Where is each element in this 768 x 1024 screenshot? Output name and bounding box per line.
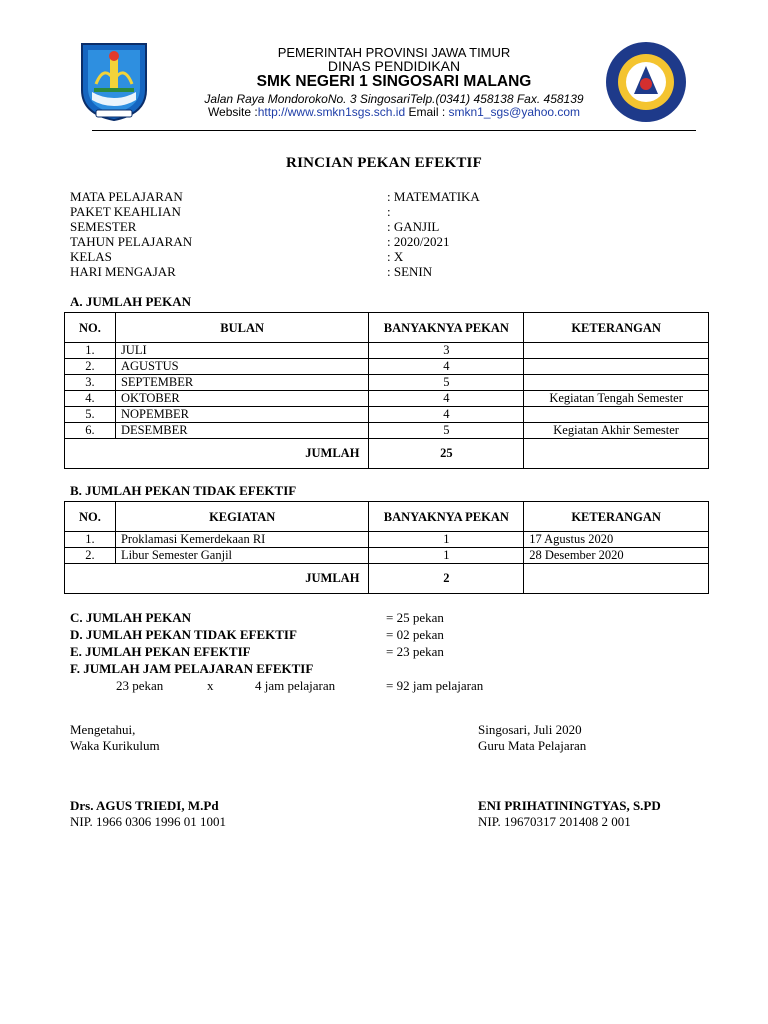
info-label: PAKET KEAHLIAN xyxy=(70,204,181,219)
info-block xyxy=(70,189,570,279)
table-row xyxy=(65,391,709,407)
row-activity: Proklamasi Kemerdekaan RI xyxy=(115,532,368,548)
table-row xyxy=(65,343,709,359)
table-header-row xyxy=(65,502,709,532)
page-title: RINCIAN PEKAN EFEKTIF xyxy=(286,155,482,171)
summary-label: D. JUMLAH PEKAN TIDAK EFEKTIF xyxy=(70,627,297,642)
row-no: 4. xyxy=(65,391,116,407)
col-header-notes: KETERANGAN xyxy=(524,313,709,343)
row-no: 2. xyxy=(65,548,116,564)
info-row xyxy=(70,219,570,234)
row-note: Kegiatan Tengah Semester xyxy=(524,391,709,407)
row-no: 3. xyxy=(65,375,116,391)
row-month: SEPTEMBER xyxy=(115,375,368,391)
summary-label: F. JUMLAH JAM PELAJARAN EFEKTIF xyxy=(70,661,314,676)
letterhead-school-name: SMK NEGERI 1 SINGOSARI MALANG xyxy=(256,73,532,90)
summary-value: = 25 pekan xyxy=(386,610,444,625)
table-row xyxy=(65,407,709,423)
signature-right-nip: NIP. 19670317 201408 2 001 xyxy=(478,814,631,829)
signature-left-name: Drs. AGUS TRIEDI, M.Pd xyxy=(70,798,219,813)
info-label: KELAS xyxy=(70,249,112,264)
row-count: 4 xyxy=(369,407,524,423)
total-label: JUMLAH xyxy=(65,439,369,469)
info-value: : X xyxy=(387,249,404,264)
row-count: 4 xyxy=(369,391,524,407)
signature-left xyxy=(70,722,226,830)
row-no: 5. xyxy=(65,407,116,423)
row-count: 1 xyxy=(369,532,524,548)
ineffective-weeks-table xyxy=(64,501,709,594)
calc-operator: x xyxy=(207,678,214,693)
section-a-heading: A. JUMLAH PEKAN xyxy=(70,294,191,309)
info-label: TAHUN PELAJARAN xyxy=(70,234,193,249)
row-month: DESEMBER xyxy=(115,423,368,439)
signature-left-line1: Mengetahui, xyxy=(70,722,136,737)
total-value: 2 xyxy=(369,564,524,594)
row-month: JULI xyxy=(115,343,368,359)
table-row xyxy=(65,359,709,375)
table-row xyxy=(65,548,709,564)
website-link[interactable]: http://www.smkn1sgs.sch.id xyxy=(257,105,406,119)
summary-block xyxy=(70,609,570,694)
table-total-row xyxy=(65,564,709,594)
summary-value: = 02 pekan xyxy=(386,627,444,642)
letterhead-contact xyxy=(0,105,768,119)
info-label: MATA PELAJARAN xyxy=(70,189,183,204)
row-note xyxy=(524,343,709,359)
info-row xyxy=(70,189,570,204)
summary-value: = 23 pekan xyxy=(386,644,444,659)
col-header-no: NO. xyxy=(65,313,116,343)
col-header-notes: KETERANGAN xyxy=(524,502,709,532)
row-count: 5 xyxy=(369,375,524,391)
row-note xyxy=(524,359,709,375)
total-note xyxy=(524,564,709,594)
col-header-no: NO. xyxy=(65,502,116,532)
summary-row xyxy=(70,643,570,660)
col-header-week-count: BANYAKNYA PEKAN xyxy=(369,313,524,343)
table-row xyxy=(65,532,709,548)
summary-row xyxy=(70,660,570,677)
calc-hours: 4 jam pelajaran xyxy=(255,678,336,693)
row-count: 3 xyxy=(369,343,524,359)
signature-right-role: Guru Mata Pelajaran xyxy=(478,738,587,753)
table-header-row xyxy=(65,313,709,343)
row-note xyxy=(524,375,709,391)
summary-row xyxy=(70,626,570,643)
info-value: : GANJIL xyxy=(387,219,440,234)
table-row xyxy=(65,423,709,439)
calc-row xyxy=(70,677,570,694)
info-row xyxy=(70,249,570,264)
email-link[interactable]: smkn1_sgs@yahoo.com xyxy=(448,105,581,119)
summary-label: C. JUMLAH PEKAN xyxy=(70,610,191,625)
info-value: : SENIN xyxy=(387,264,433,279)
row-count: 1 xyxy=(369,548,524,564)
row-month: OKTOBER xyxy=(115,391,368,407)
row-no: 2. xyxy=(65,359,116,375)
section-b-heading: B. JUMLAH PEKAN TIDAK EFEKTIF xyxy=(70,483,297,498)
col-header-activity: KEGIATAN xyxy=(115,502,368,532)
row-no: 1. xyxy=(65,343,116,359)
col-header-week-count: BANYAKNYA PEKAN xyxy=(369,502,524,532)
row-note: 28 Desember 2020 xyxy=(524,548,709,564)
email-label: Email : xyxy=(405,105,449,119)
row-note: Kegiatan Akhir Semester xyxy=(524,423,709,439)
info-value: : MATEMATIKA xyxy=(387,189,480,204)
letterhead-divider xyxy=(92,130,696,131)
signature-right xyxy=(478,722,661,830)
row-no: 6. xyxy=(65,423,116,439)
letterhead-government: PEMERINTAH PROVINSI JAWA TIMUR xyxy=(277,45,511,60)
row-month: AGUSTUS xyxy=(115,359,368,375)
row-activity: Libur Semester Ganjil xyxy=(115,548,368,564)
info-value: : xyxy=(387,204,391,219)
row-month: NOPEMBER xyxy=(115,407,368,423)
col-header-month: BULAN xyxy=(115,313,368,343)
total-note xyxy=(524,439,709,469)
table-total-row xyxy=(65,439,709,469)
row-no: 1. xyxy=(65,532,116,548)
row-count: 4 xyxy=(369,359,524,375)
website-label: Website : xyxy=(207,105,258,119)
calc-result: = 92 jam pelajaran xyxy=(386,678,484,693)
info-label: SEMESTER xyxy=(70,219,137,234)
signature-right-date: Singosari, Juli 2020 xyxy=(478,722,582,737)
row-note: 17 Agustus 2020 xyxy=(524,532,709,548)
summary-label: E. JUMLAH PEKAN EFEKTIF xyxy=(70,644,251,659)
signature-right-name: ENI PRIHATININGTYAS, S.PD xyxy=(478,798,661,813)
info-row xyxy=(70,264,570,279)
info-row xyxy=(70,204,570,219)
table-row xyxy=(65,375,709,391)
letterhead-address: Jalan Raya MondorokoNo. 3 SingosariTelp.(0341) 458138 Fax. 458139 xyxy=(204,92,584,106)
info-value: : 2020/2021 xyxy=(387,234,450,249)
letterhead-agency: DINAS PENDIDIKAN xyxy=(327,58,461,74)
signature-left-role: Waka Kurikulum xyxy=(70,738,160,753)
summary-row xyxy=(70,609,570,626)
total-label: JUMLAH xyxy=(65,564,369,594)
calc-weeks: 23 pekan xyxy=(116,678,164,693)
row-count: 5 xyxy=(369,423,524,439)
total-value: 25 xyxy=(369,439,524,469)
row-note xyxy=(524,407,709,423)
info-label: HARI MENGAJAR xyxy=(70,264,176,279)
info-row xyxy=(70,234,570,249)
signature-left-nip: NIP. 1966 0306 1996 01 1001 xyxy=(70,814,227,829)
weeks-table xyxy=(64,312,709,469)
